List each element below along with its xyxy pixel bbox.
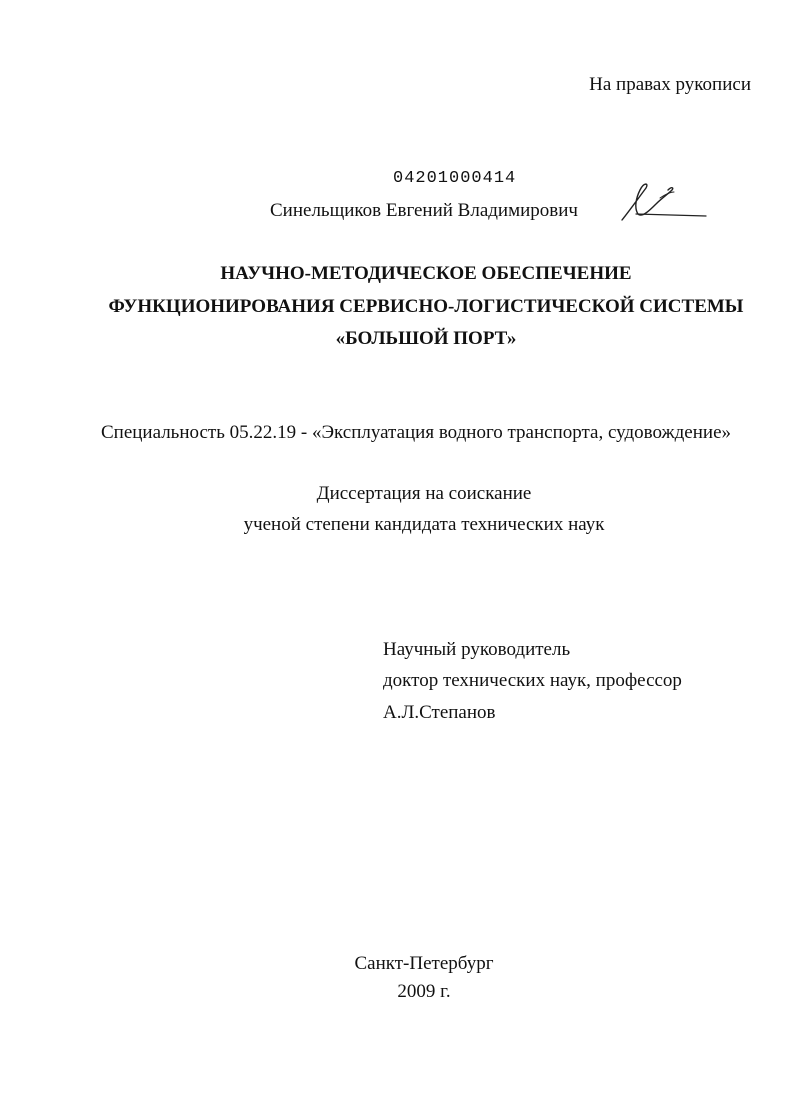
supervisor-role: Научный руководитель (383, 639, 571, 660)
year: 2009 г. (397, 981, 451, 1002)
title-line-1: НАУЧНО-МЕТОДИЧЕСКОЕ ОБЕСПЕЧЕНИЕ (220, 263, 632, 284)
city: Санкт-Петербург (354, 953, 494, 974)
specialty: Специальность 05.22.19 - «Эксплуатация водного транспорта, судовождение» (100, 422, 731, 443)
rights-note: На правах рукописи (589, 74, 751, 95)
title-line-2: ФУНКЦИОНИРОВАНИЯ СЕРВИСНО-ЛОГИСТИЧЕСКОЙ СИСТЕМЫ (108, 296, 744, 317)
supervisor-degree: доктор технических наук, профессор (383, 670, 682, 691)
registration-number: 04201000414 (393, 169, 517, 188)
author-name: Синельщиков Евгений Владимирович (270, 200, 578, 221)
author-signature (616, 180, 708, 224)
dissertation-line-2: ученой степени кандидата технических наук (243, 514, 605, 535)
title-line-3: «БОЛЬШОЙ ПОРТ» (335, 328, 517, 349)
supervisor-name: А.Л.Степанов (383, 702, 496, 723)
dissertation-line-1: Диссертация на соискание (316, 483, 532, 504)
